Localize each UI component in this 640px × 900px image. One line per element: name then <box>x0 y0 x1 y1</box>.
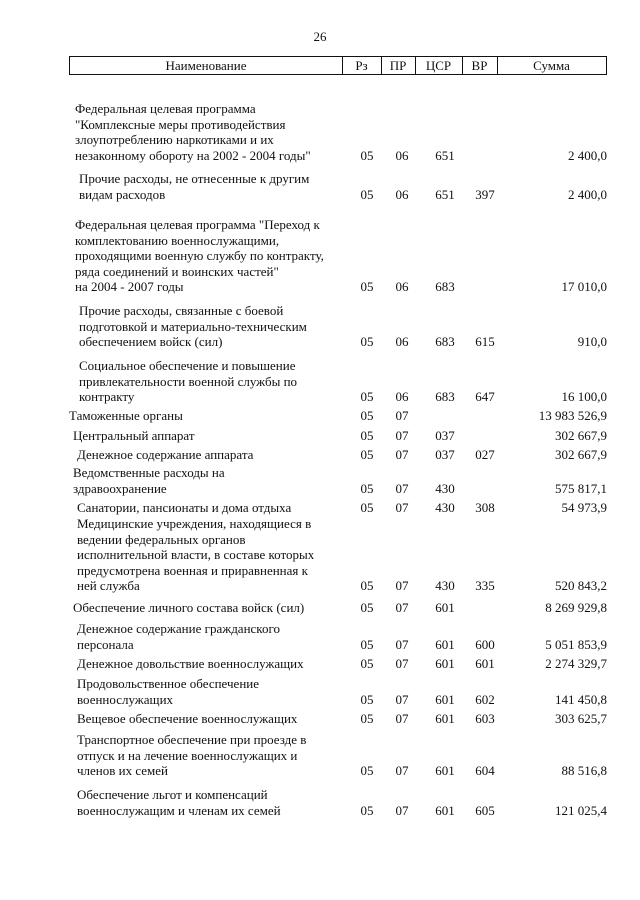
row-pr: 07 <box>395 408 409 423</box>
row-name: Федеральная целевая программа "Переход к комплектованию военнослужащими, проходящими военную службу по контракту, ряда соединений и воинских частей" на 2004 - 2007 годы <box>75 217 324 294</box>
table-row <box>0 621 640 652</box>
row-csr: 037 <box>435 428 455 443</box>
row-name: Социальное обеспечение и повышение привлекательности военной службы по контракту <box>79 358 298 404</box>
row-sum: 2 400,0 <box>568 147 607 163</box>
table-row <box>0 408 640 424</box>
row-pr: 07 <box>395 480 409 496</box>
row-name: Продовольственное обеспечение военнослужащих <box>77 676 259 707</box>
row-sum: 575 817,1 <box>555 480 607 496</box>
row-csr: 651 <box>435 147 455 163</box>
row-csr: 430 <box>435 578 455 593</box>
row-name: Денежное содержание гражданского персонала <box>77 621 280 652</box>
row-csr: 037 <box>435 447 455 462</box>
row-pr: 07 <box>395 500 409 515</box>
table-header <box>69 56 607 75</box>
row-rz: 05 <box>360 186 374 202</box>
row-sum: 13 983 526,9 <box>538 408 607 423</box>
row-pr: 07 <box>395 428 409 443</box>
row-name: Обеспечение личного состава войск (сил) <box>73 600 305 615</box>
row-rz: 05 <box>360 428 374 443</box>
row-pr: 06 <box>395 334 409 349</box>
row-sum: 17 010,0 <box>561 279 607 294</box>
row-sum: 16 100,0 <box>561 389 607 404</box>
row-pr: 07 <box>395 447 409 462</box>
row-pr: 07 <box>395 600 409 615</box>
row-csr: 683 <box>435 334 455 349</box>
header-vr: ВР <box>471 58 488 73</box>
table-row <box>0 600 640 616</box>
table-row <box>0 500 640 516</box>
header-sum: Сумма <box>533 58 570 73</box>
row-csr: 430 <box>435 480 455 496</box>
header-pr: ПР <box>389 58 407 73</box>
row-vr: 600 <box>475 636 495 652</box>
row-name: Денежное содержание аппарата <box>77 447 254 462</box>
row-rz: 05 <box>360 389 374 404</box>
row-csr: 601 <box>435 691 455 707</box>
row-rz: 05 <box>360 408 374 423</box>
row-sum: 302 667,9 <box>555 428 607 443</box>
row-pr: 06 <box>395 147 409 163</box>
row-rz: 05 <box>360 578 374 593</box>
table-row <box>0 676 640 707</box>
header-rz: Рз <box>355 58 368 73</box>
row-pr: 07 <box>395 578 409 593</box>
row-vr: 397 <box>475 186 495 202</box>
row-name: Медицинские учреждения, находящиеся в ведении федеральных органов исполнительной власти, в составе которых предусмотрена военная и приравненная к ней служба <box>77 516 315 593</box>
row-rz: 05 <box>360 480 374 496</box>
row-name: Транспортное обеспечение при проезде в отпуск и на лечение военнослужащих и членов их семей <box>77 732 307 778</box>
row-vr: 647 <box>475 389 495 404</box>
row-vr: 027 <box>475 447 495 462</box>
table-row <box>0 358 640 405</box>
row-pr: 06 <box>395 186 409 202</box>
row-rz: 05 <box>360 802 374 818</box>
row-vr: 604 <box>475 763 495 778</box>
row-csr: 683 <box>435 279 455 294</box>
row-sum: 121 025,4 <box>555 802 607 818</box>
row-name: Обеспечение льгот и компенсаций военнослужащим и членам их семей <box>77 787 281 818</box>
row-sum: 910,0 <box>577 334 607 349</box>
table-row <box>0 656 640 672</box>
row-csr: 683 <box>435 389 455 404</box>
row-rz: 05 <box>360 656 374 671</box>
row-csr: 601 <box>435 636 455 652</box>
row-pr: 06 <box>395 389 409 404</box>
row-name: Вещевое обеспечение военнослужащих <box>77 711 298 726</box>
table-row <box>0 101 640 163</box>
row-rz: 05 <box>360 147 374 163</box>
row-name: Таможенные органы <box>69 408 183 423</box>
row-rz: 05 <box>360 763 374 778</box>
row-rz: 05 <box>360 500 374 515</box>
row-rz: 05 <box>360 691 374 707</box>
row-vr: 602 <box>475 691 495 707</box>
row-sum: 2 400,0 <box>568 186 607 202</box>
row-rz: 05 <box>360 711 374 726</box>
row-name: Санатории, пансионаты и дома отдыха <box>77 500 292 515</box>
table-row <box>0 428 640 444</box>
row-pr: 07 <box>395 802 409 818</box>
table-row <box>0 711 640 727</box>
header-name: Наименование <box>165 58 247 73</box>
row-csr: 601 <box>435 763 455 778</box>
row-csr: 601 <box>435 711 455 726</box>
row-pr: 07 <box>395 763 409 778</box>
row-pr: 07 <box>395 636 409 652</box>
table-row <box>0 217 640 295</box>
row-vr: 603 <box>475 711 495 726</box>
header-csr: ЦСР <box>425 58 452 73</box>
row-sum: 303 625,7 <box>555 711 607 726</box>
row-name: Ведомственные расходы на здравоохранение <box>73 465 225 496</box>
row-vr: 335 <box>475 578 495 593</box>
table-row <box>0 447 640 463</box>
row-pr: 07 <box>395 711 409 726</box>
row-name: Центральный аппарат <box>73 428 195 443</box>
row-vr: 605 <box>475 802 495 818</box>
table-row <box>0 787 640 818</box>
row-vr: 601 <box>475 656 495 671</box>
table-row <box>0 465 640 496</box>
row-name: Федеральная целевая программа "Комплексные меры противодействия злоупотреблению наркотиками и их незаконному обороту на 2002 - 2004 годы" <box>75 101 311 163</box>
row-sum: 54 973,9 <box>561 500 607 515</box>
row-vr: 615 <box>475 334 495 349</box>
row-csr: 430 <box>435 500 455 515</box>
row-sum: 88 516,8 <box>561 763 607 778</box>
row-sum: 141 450,8 <box>555 691 607 707</box>
row-rz: 05 <box>360 334 374 349</box>
row-name: Прочие расходы, не отнесенные к другим видам расходов <box>79 171 310 202</box>
row-rz: 05 <box>360 279 374 294</box>
row-pr: 07 <box>395 656 409 671</box>
row-sum: 5 051 853,9 <box>545 636 607 652</box>
row-vr: 308 <box>475 500 495 515</box>
page-number: 26 <box>313 29 327 44</box>
row-rz: 05 <box>360 636 374 652</box>
row-sum: 2 274 329,7 <box>545 656 607 671</box>
row-csr: 651 <box>435 186 455 202</box>
row-name: Денежное довольствие военнослужащих <box>77 656 304 671</box>
row-csr: 601 <box>435 802 455 818</box>
table-row <box>0 732 640 779</box>
row-name: Прочие расходы, связанные с боевой подготовкой и материально-техническим обеспечением войск (сил) <box>79 303 307 349</box>
table-row <box>0 303 640 350</box>
row-csr: 601 <box>435 656 455 671</box>
table-row <box>0 516 640 594</box>
table-row <box>0 171 640 202</box>
row-sum: 520 843,2 <box>555 578 607 593</box>
row-rz: 05 <box>360 600 374 615</box>
row-pr: 06 <box>395 279 409 294</box>
row-pr: 07 <box>395 691 409 707</box>
row-csr: 601 <box>435 600 455 615</box>
row-sum: 302 667,9 <box>555 447 607 462</box>
row-sum: 8 269 929,8 <box>545 600 607 615</box>
row-rz: 05 <box>360 447 374 462</box>
